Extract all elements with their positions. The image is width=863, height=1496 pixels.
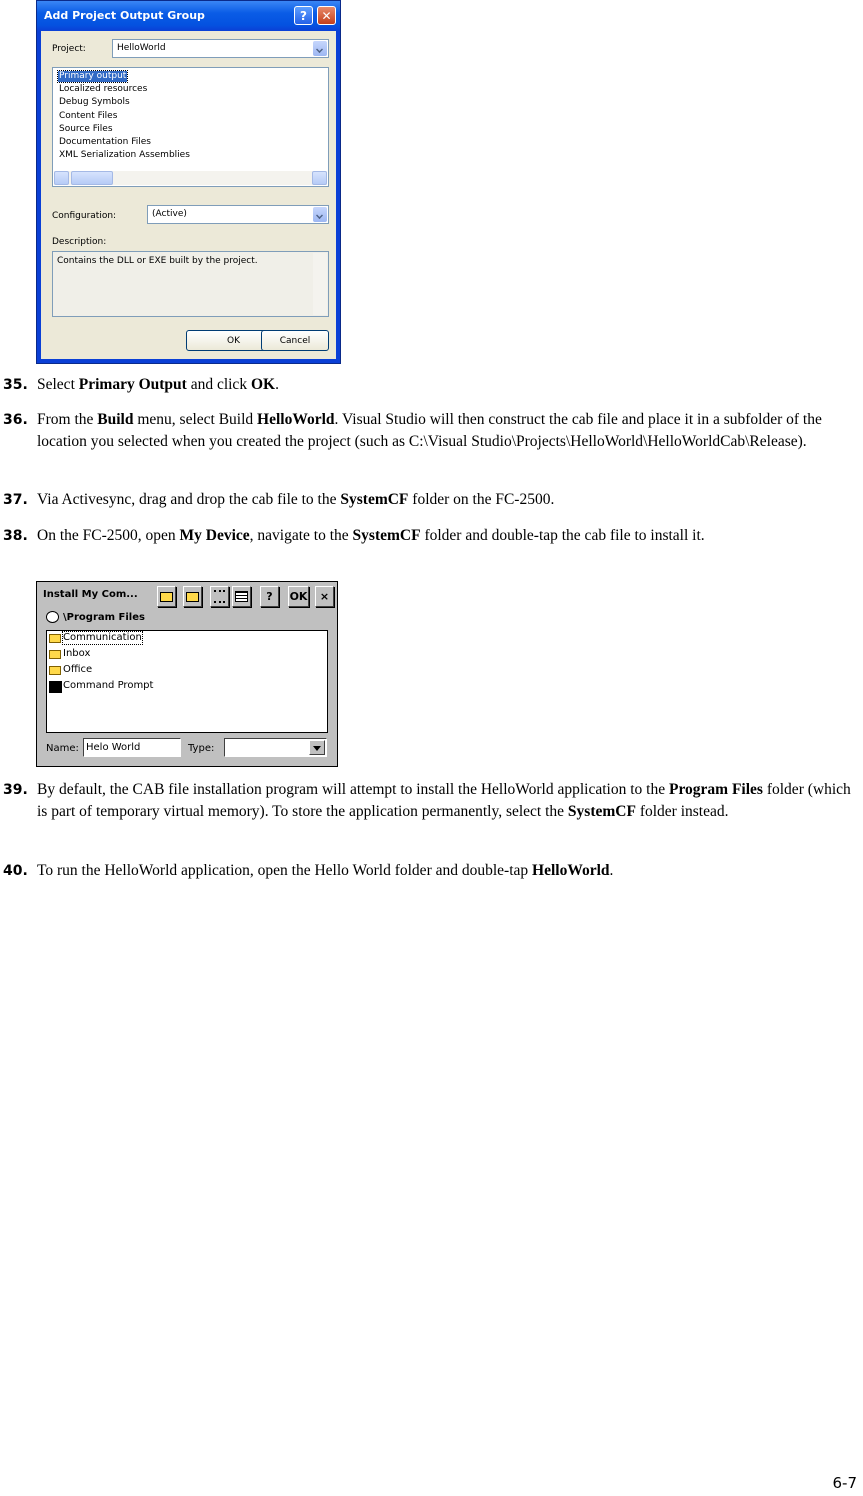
folder-icon [49,634,61,643]
close-button[interactable]: × [315,586,334,607]
name-label: Name: [46,743,79,754]
output-list-item[interactable]: Content Files [59,110,118,121]
chevron-down-icon[interactable] [313,41,327,56]
output-list-item[interactable]: Documentation Files [59,137,151,147]
chevron-down-icon[interactable] [313,207,327,222]
step-text: From the Build menu, select Build HelloWorld. Visual Studio will then construct the cab file and place it in a subfolder of the location you selected when you created the project (such as C:\Visual Studio\Projects\HelloWorld\HelloWorldCab\Release). [37,411,822,450]
step-text: To run the HelloWorld application, open the Hello World folder and double-tap HelloWorld. [37,862,614,879]
cancel-button[interactable]: Cancel [261,330,329,351]
list-item[interactable]: Inbox [63,648,91,659]
step-38 [3,525,853,547]
scroll-right-icon[interactable] [312,171,327,185]
command-prompt-icon [49,681,62,693]
magnifier-icon [46,611,59,623]
chevron-down-icon[interactable] [309,740,325,755]
step-number: 38. [3,528,28,544]
name-value: Helo World [86,742,141,753]
output-list-item[interactable]: Debug Symbols [59,97,130,108]
dialog-title: Add Project Output Group [44,9,205,22]
help-button[interactable]: ? [260,586,279,607]
configuration-label: Configuration: [52,211,117,221]
step-35 [3,374,853,396]
project-value: HelloWorld [117,43,166,53]
install-dialog [36,581,338,767]
output-list-item[interactable]: Source Files [59,123,113,134]
step-37 [3,489,853,511]
folder-icon [49,650,61,659]
step-36 [3,409,853,453]
folder-icon [49,666,61,675]
type-label: Type: [188,743,215,754]
step-39 [3,779,853,823]
step-text: Via Activesync, drag and drop the cab file to the SystemCF folder on the FC-2500. [37,491,555,508]
type-select[interactable] [224,738,327,757]
step-text: Select Primary Output and click OK. [37,376,279,393]
list-item[interactable]: Office [63,664,93,675]
horizontal-scrollbar[interactable] [54,171,327,185]
details-view-icon[interactable] [232,586,251,607]
configuration-value: (Active) [152,209,187,219]
help-button[interactable]: ? [294,6,313,25]
output-group-list[interactable] [52,67,329,187]
vertical-scrollbar [313,253,327,315]
page-number: 6-7 [832,1474,857,1492]
current-path: \Program Files [63,612,145,623]
list-item[interactable]: Communication [63,632,142,643]
list-view-icon[interactable] [210,586,229,607]
up-folder-icon[interactable] [157,586,176,607]
project-combo[interactable] [112,39,329,58]
step-number: 40. [3,863,28,879]
scroll-thumb[interactable] [71,171,113,185]
step-number: 37. [3,492,28,508]
scroll-left-icon[interactable] [54,171,69,185]
output-list-item[interactable]: Localized resources [59,84,148,95]
project-label: Project: [52,44,86,54]
close-button[interactable]: ✕ [317,6,336,25]
output-list-item[interactable]: Primary output [59,71,127,81]
dialog-title-bar[interactable] [37,1,340,31]
folder-list[interactable] [46,630,328,733]
configuration-combo[interactable] [147,205,329,224]
step-40 [3,860,853,882]
step-text: By default, the CAB file installation program will attempt to install the HelloWorld application to the Program Files folder (which is part of temporary virtual memory). To store the application permanently, select the SystemCF folder instead. [37,781,851,820]
step-number: 35. [3,377,28,393]
add-project-output-group-dialog [36,0,341,364]
description-label: Description: [52,237,107,247]
install-dialog-title: Install My Com... [43,589,138,600]
new-folder-icon[interactable] [183,586,202,607]
output-list-item[interactable]: XML Serialization Assemblies [59,150,190,161]
dialog-body [41,31,336,359]
ok-button[interactable]: OK [186,330,281,351]
description-box [52,251,329,317]
description-text: Contains the DLL or EXE built by the project. [57,256,258,266]
step-text: On the FC-2500, open My Device, navigate to the SystemCF folder and double-tap the cab file to install it. [37,527,705,544]
step-number: 36. [3,412,28,428]
ok-button[interactable]: OK [288,586,309,607]
list-item[interactable]: Command Prompt [63,680,154,691]
step-number: 39. [3,782,28,798]
name-input[interactable] [83,738,181,757]
